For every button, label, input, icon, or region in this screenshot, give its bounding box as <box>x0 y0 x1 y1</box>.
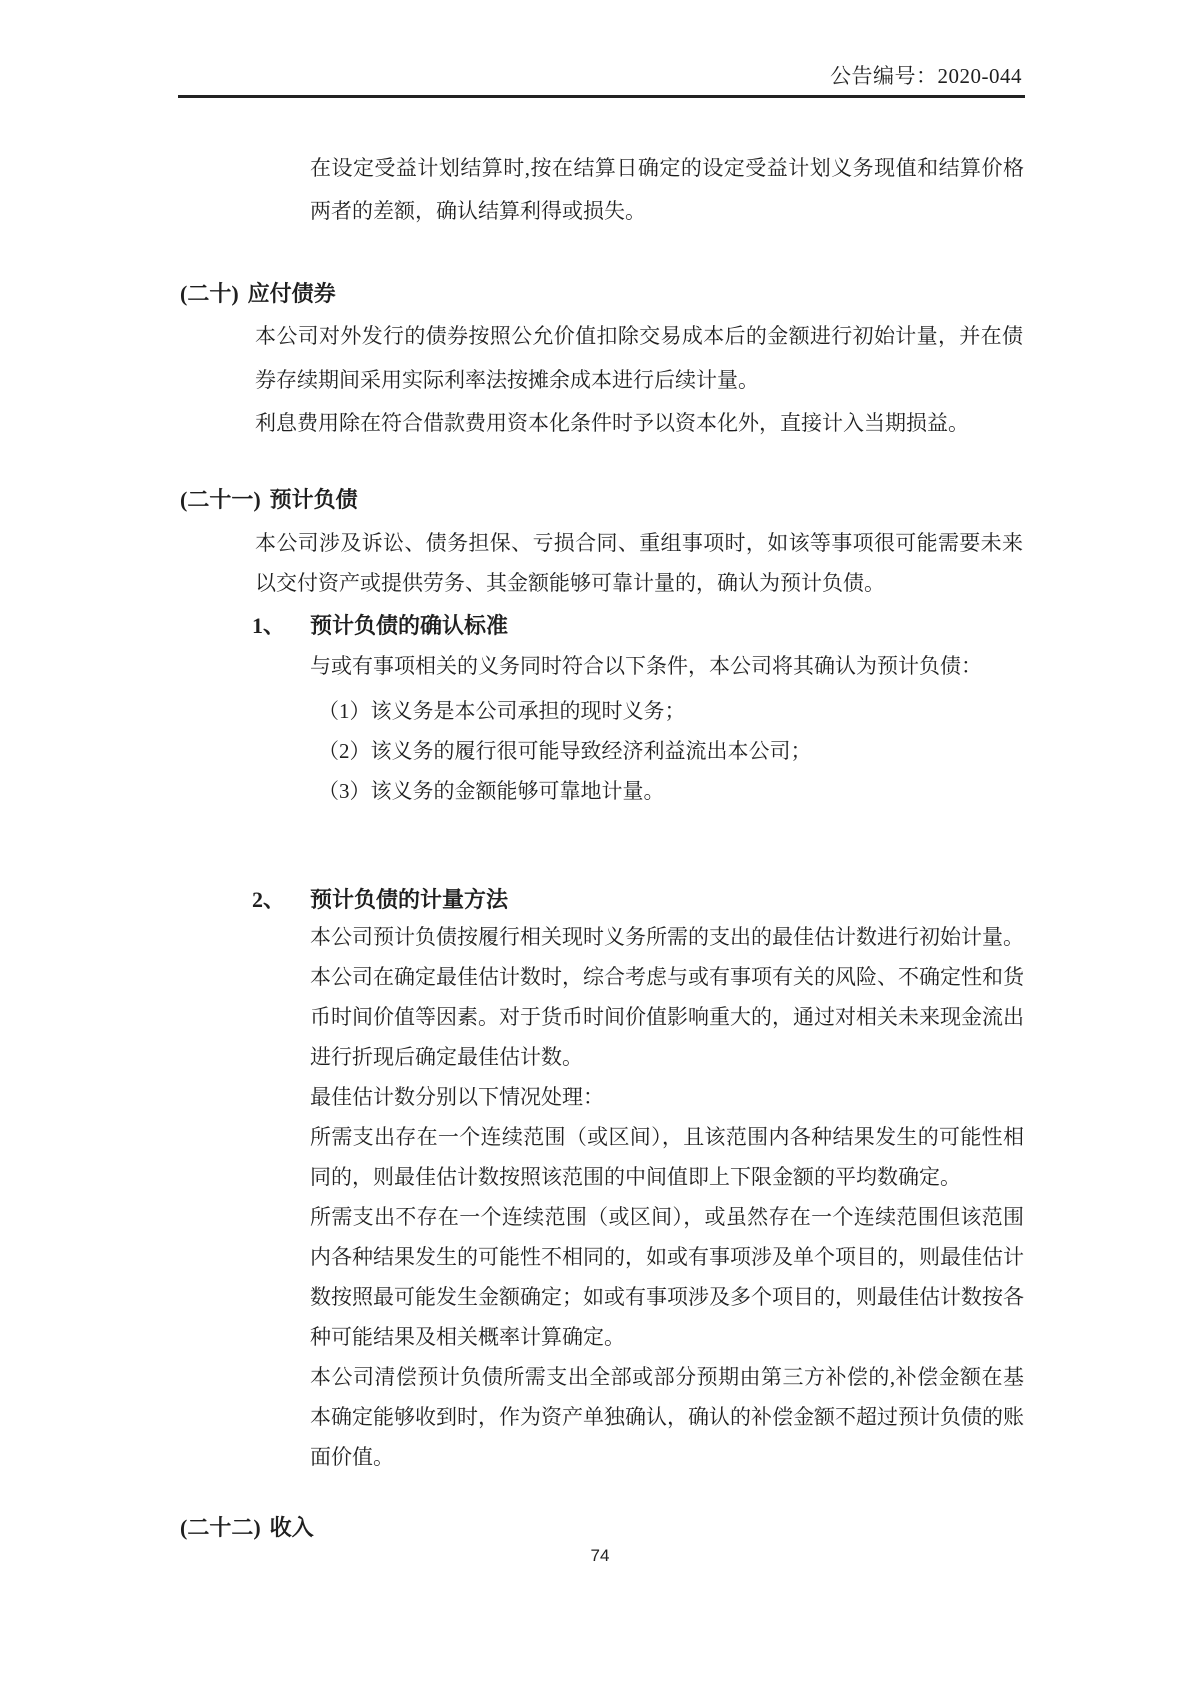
section-20-heading <box>180 279 336 309</box>
announcement-number: 公告编号：2020-044 <box>830 64 1022 88</box>
item-2-paragraph-5: 所需支出不存在一个连续范围（或区间），或虽然存在一个连续范围但该范围内各种结果发生的可能性不相同的，如或有事项涉及单个项目的，则最佳估计数按照最可能发生金额确定；如或有事项涉及多个项目的，则最佳估计数按各种可能结果及相关概率计算确定。 <box>310 1205 1024 1349</box>
header-rule <box>178 95 1025 98</box>
item-1-heading <box>252 611 508 641</box>
section-22-number: (二十二) <box>180 1515 261 1540</box>
section-22-heading <box>180 1513 314 1543</box>
condition-item-2: （2）该义务的履行很可能导致经济利益流出本公司； <box>318 739 812 763</box>
item-2-paragraph-6: 本公司清偿预计负债所需支出全部或部分预期由第三方补偿的,补偿金额在基本确定能够收到时，作为资产单独确认，确认的补偿金额不超过预计负债的账面价值。 <box>310 1365 1024 1469</box>
item-2-paragraph-3: 最佳估计数分别以下情况处理： <box>310 1085 604 1109</box>
section-20-paragraph-1: 本公司对外发行的债券按照公允价值扣除交易成本后的金额进行初始计量，并在债券存续期间采用实际利率法按摊余成本进行后续计量。 <box>255 324 1023 392</box>
section-20-number: (二十) <box>180 281 239 306</box>
item-2-title: 预计负债的计量方法 <box>310 887 509 912</box>
item-1-number: 1、 <box>252 613 286 638</box>
section-20-body <box>255 315 1023 446</box>
intro-paragraph: 在设定受益计划结算时,按在结算日确定的设定受益计划义务现值和结算价格两者的差额，确认结算利得或损失。 <box>310 156 1024 223</box>
section-21-title: 预计负债 <box>269 487 358 512</box>
section-20-paragraph-2: 利息费用除在符合借款费用资本化条件时予以资本化外，直接计入当期损益。 <box>255 411 969 435</box>
condition-item-3: （3）该义务的金额能够可靠地计量。 <box>318 779 665 803</box>
item-2-number: 2、 <box>252 887 286 912</box>
item-2-paragraph-4: 所需支出存在一个连续范围（或区间），且该范围内各种结果发生的可能性相同的，则最佳估计数按照该范围的中间值即上下限金额的平均数确定。 <box>310 1125 1024 1189</box>
item-2-heading <box>252 885 508 915</box>
section-20-title: 应付债券 <box>247 281 336 306</box>
page-number: 74 <box>590 1546 610 1565</box>
section-21-heading <box>180 485 358 515</box>
item-1-body <box>310 646 1024 811</box>
item-1-lead-paragraph: 与或有事项相关的义务同时符合以下条件，本公司将其确认为预计负债： <box>310 654 982 678</box>
item-2-paragraph-2: 本公司在确定最佳估计数时，综合考虑与或有事项有关的风险、不确定性和货币时间价值等因素。对于货币时间价值影响重大的，通过对相关未来现金流出进行折现后确定最佳估计数。 <box>310 965 1024 1069</box>
section-21-intro: 本公司涉及诉讼、债务担保、亏损合同、重组事项时，如该等事项很可能需要未来以交付资产或提供劳务、其金额能够可靠计量的，确认为预计负债。 <box>255 531 1023 595</box>
item-2-paragraph-1: 本公司预计负债按履行相关现时义务所需的支出的最佳估计数进行初始计量。 <box>310 925 1024 949</box>
item-2-body <box>310 917 1024 1477</box>
condition-item-1: （1）该义务是本公司承担的现时义务； <box>318 699 686 723</box>
section-22-title: 收入 <box>269 1515 314 1540</box>
section-21-number: (二十一) <box>180 487 261 512</box>
item-1-title: 预计负债的确认标准 <box>310 613 509 638</box>
